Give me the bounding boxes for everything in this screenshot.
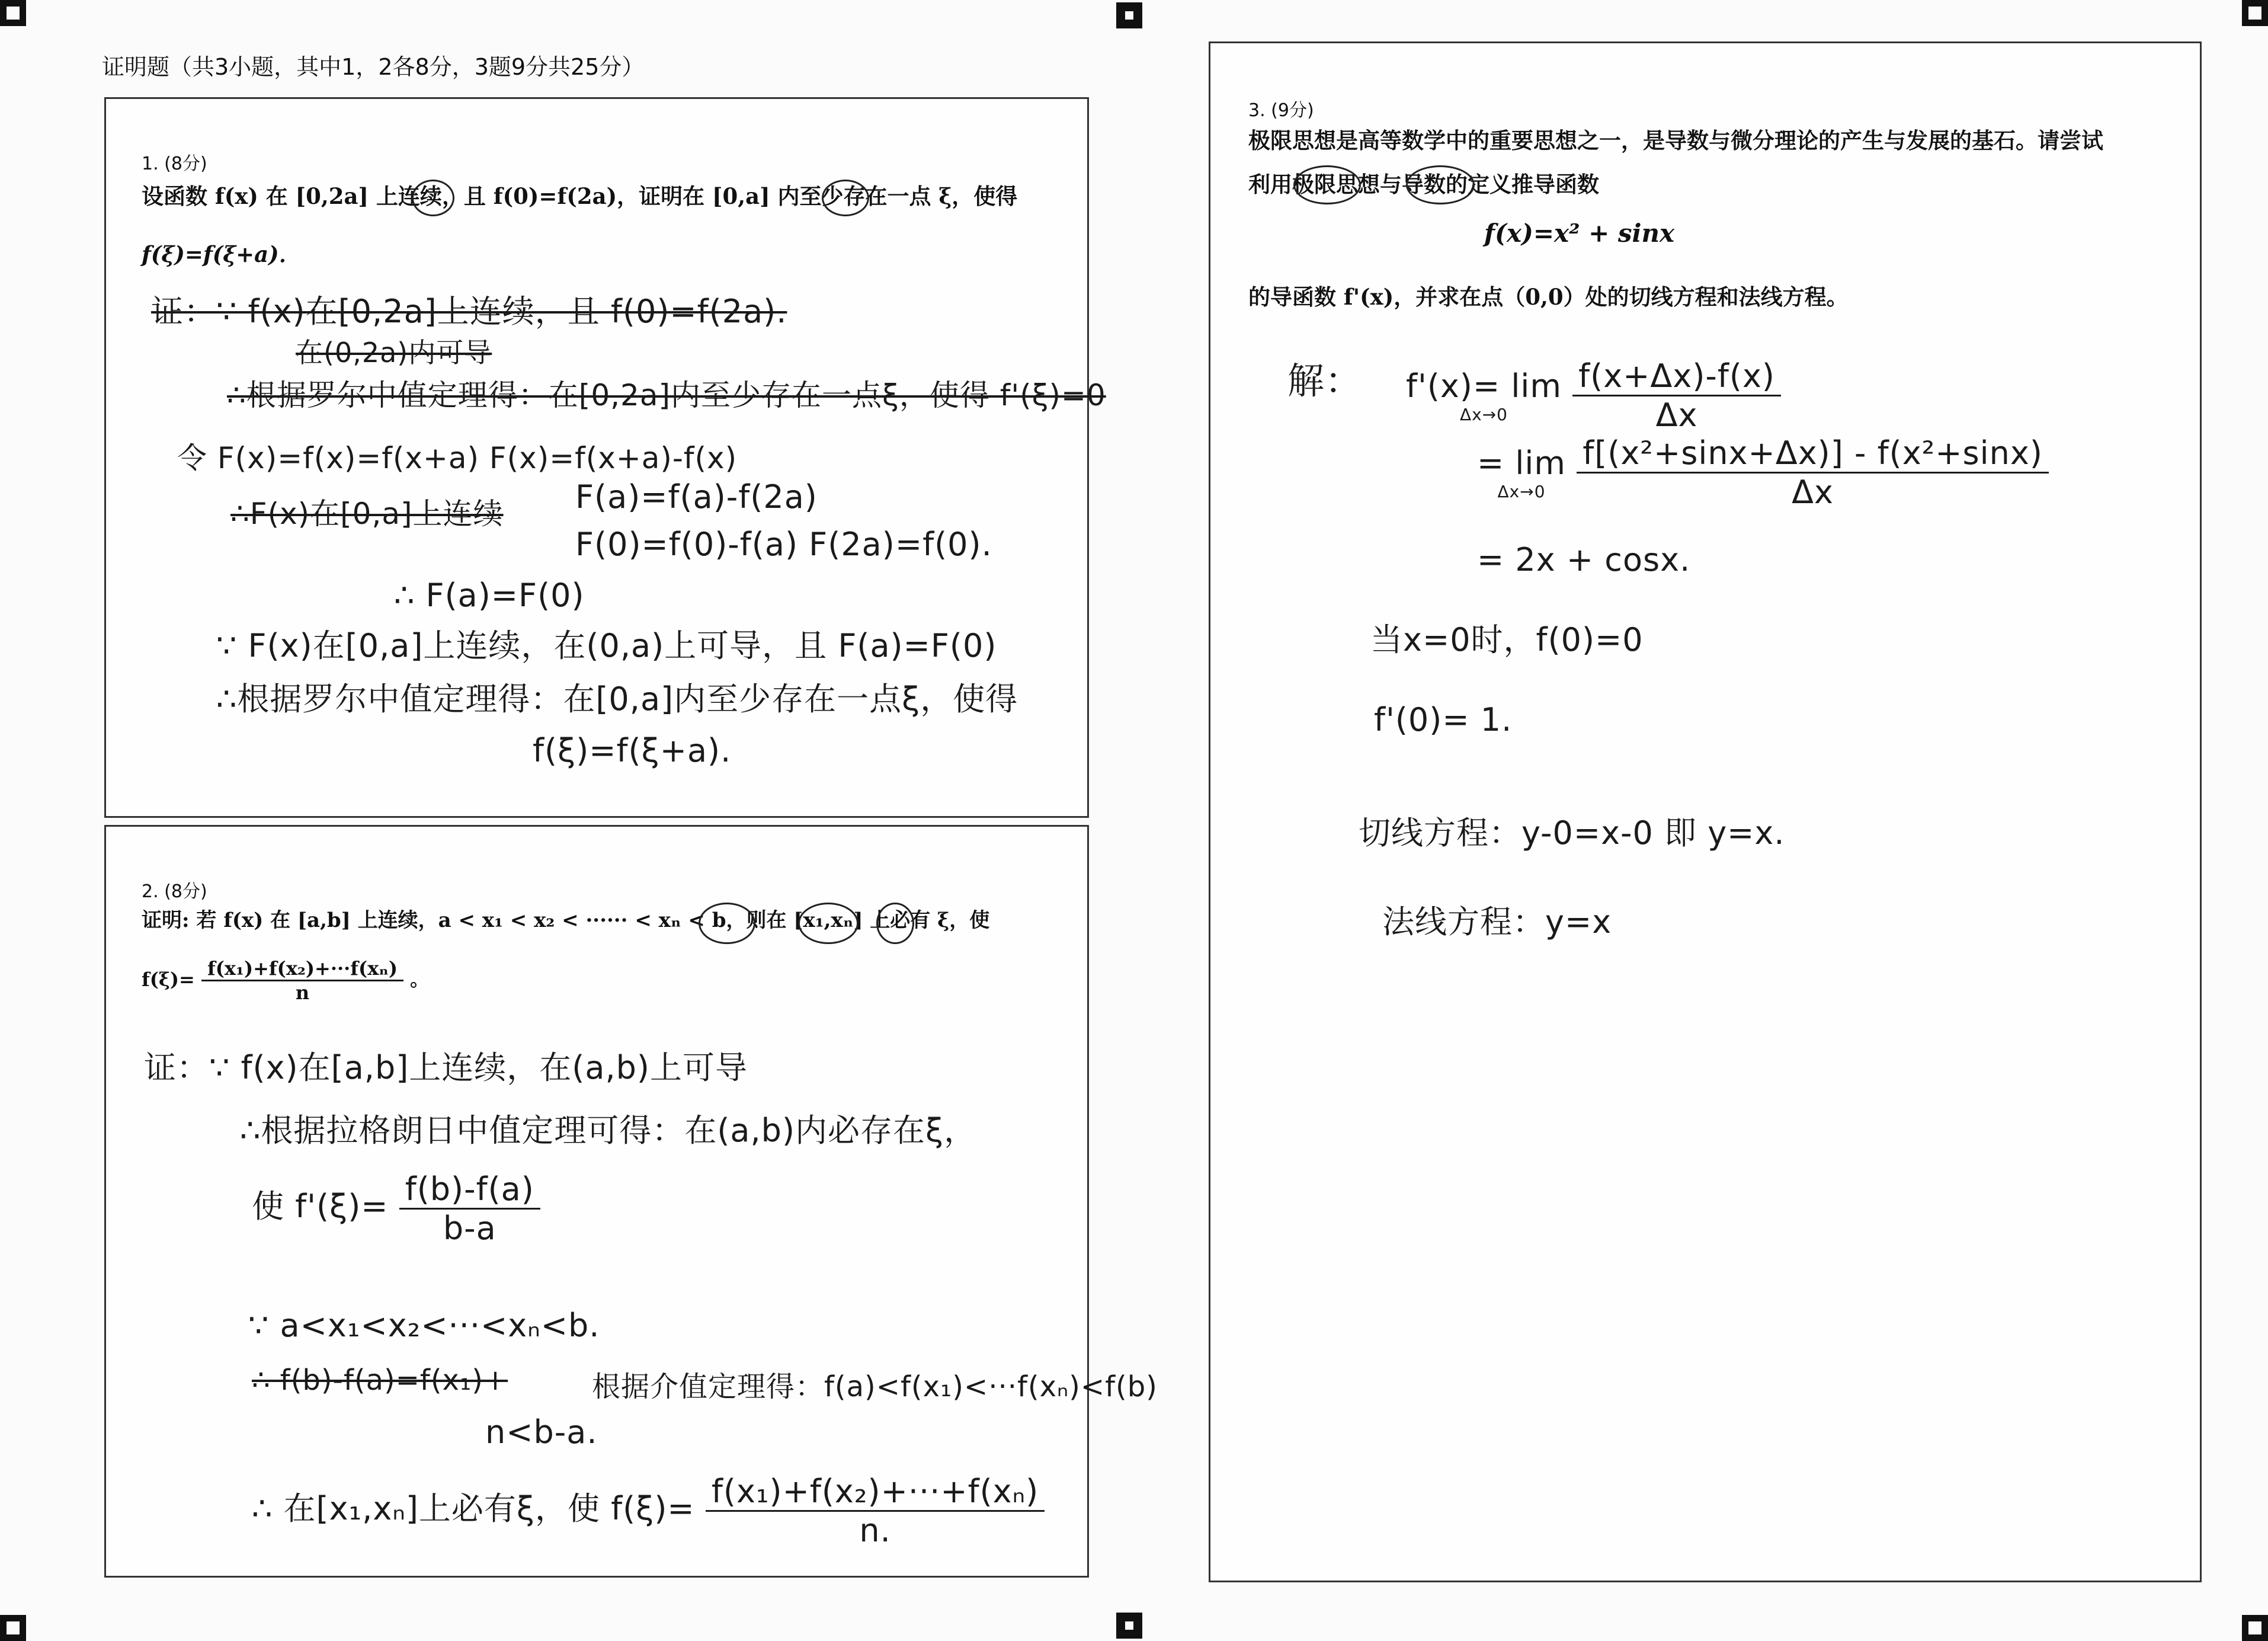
handwritten-circle	[798, 903, 858, 944]
handwritten-circle	[1293, 165, 1361, 204]
answer-2-line-5: ∴ f(b)-f(a)=f(x₁)+	[252, 1364, 508, 1397]
answer-1-line-11: f(ξ)=f(ξ+a).	[533, 732, 732, 769]
answer-1-line-1: 证：∵ f(x)在[0,2a]上连续，且 f(0)=f(2a).	[151, 293, 787, 330]
registration-marker-bottom-center	[1116, 1613, 1142, 1639]
answer-3-solution-label: 解：	[1287, 359, 1363, 402]
handwritten-circle	[876, 903, 914, 944]
answer-3-derivative-line-1: f'(x)= lim Δx→0 $\frac{f(x+\Delta x)-f(x)}{\Delta x}$	[1406, 357, 1781, 434]
answer-1-line-4: 令 F(x)=f(x)=f(x+a) F(x)=f(x+a)-f(x)	[177, 441, 738, 475]
registration-marker-top-right	[2242, 0, 2268, 26]
answer-1-line-6: F(a)=f(a)-f(2a)	[575, 478, 818, 516]
answer-2-line-2: ∴根据拉格朗日中值定理可得：在(a,b)内必存在ξ，	[240, 1112, 977, 1149]
answer-2-line-4: ∵ a<x₁<x₂<···<xₙ<b.	[248, 1307, 600, 1344]
question-2-label: 2. (8分)	[142, 881, 207, 902]
answer-1-line-2: 在(0,2a)内可导	[296, 337, 492, 369]
answer-2-line-3: 使 f'(ξ)= $\frac{f(b)-f(a)}{b-a}$	[252, 1170, 540, 1247]
question-3-text-line-1: 极限思想是高等数学中的重要思想之一，是导数与微分理论的产生与发展的基石。请尝试	[1248, 127, 2103, 153]
answer-1-line-3: ∴根据罗尔中值定理得：在[0,2a]内至少存在一点ξ，使得 f'(ξ)=0	[227, 378, 1106, 412]
handwritten-circle	[412, 180, 454, 216]
answer-2-line-7: n<b-a.	[485, 1413, 598, 1451]
answer-1-line-8: ∴ F(a)=F(0)	[394, 577, 585, 614]
answer-2-line-8: ∴ 在[x₁,xₙ]上必有ξ，使 f(ξ)= $\frac{\text{f(x₁)+f(x₂)+···+f(xₙ)}}{n.}$	[252, 1473, 1045, 1549]
question-3-label: 3. (9分)	[1248, 100, 1314, 121]
question-1-label: 1. (8分)	[142, 153, 207, 174]
question-1-text-line-2: f(ξ)=f(ξ+a)．	[142, 241, 301, 267]
answer-3-normal-line: 法线方程：y=x	[1382, 903, 1612, 941]
question-3-formula: f(x)=x² + sinx	[1484, 219, 1675, 248]
registration-marker-bottom-right	[2242, 1615, 2268, 1641]
answer-3-tangent-line: 切线方程：y-0=x-0 即 y=x.	[1359, 814, 1785, 852]
question-1-text-line-1: 设函数 f(x) 在 [0,2a] 上连续，且 f(0)=f(2a)，证明在 [0,a] 内至少存在一点 ξ，使得	[142, 183, 1018, 209]
question-1-box	[104, 97, 1106, 818]
handwritten-circle	[1406, 165, 1475, 204]
answer-1-line-9: ∵ F(x)在[0,a]上连续，在(0,a)上可导，且 F(a)=F(0)	[216, 627, 997, 664]
question-2-text-line-2: f(ξ)= $\frac{\text{f(x₁)+f(x₂)+···f(xₙ)}}{n}$ 。	[142, 957, 430, 1005]
answer-3-derivative-line-2: = lim Δx→0 $\frac{\text{f[(x²+sinx+Δx)] - f(x²+sinx)}}{\Delta x}$	[1477, 434, 2049, 511]
answer-1-line-7: F(0)=f(0)-f(a) F(2a)=f(0).	[575, 526, 992, 563]
question-3-box	[1209, 41, 2202, 1582]
answer-3-value-at-zero: 当x=0时，f(0)=0	[1370, 621, 1644, 658]
question-2-box	[104, 825, 1158, 1578]
handwritten-circle	[822, 180, 869, 216]
question-3-text-line-3: 的导函数 f'(x)，并求在点（0,0）处的切线方程和法线方程。	[1248, 284, 1849, 310]
answer-1-line-5: ∴F(x)在[0,a]上连续	[230, 497, 504, 531]
registration-marker-top-center	[1116, 2, 1142, 28]
registration-marker-bottom-left	[0, 1615, 26, 1641]
question-2-text-line-1: 证明: 若 f(x) 在 [a,b] 上连续，a < x₁ < x₂ < ······ < xₙ < b，则在 [x₁,xₙ] 上必有 ξ，使	[142, 909, 990, 932]
question-3-text-line-2: 利用极限思想与导数的定义推导函数	[1248, 171, 1599, 197]
answer-3-derivative-result: = 2x + cosx.	[1477, 541, 1691, 578]
registration-marker-top-left	[0, 0, 26, 26]
handwritten-circle	[699, 903, 755, 944]
answer-2-line-1: 证：∵ f(x)在[a,b]上连续，在(a,b)上可导	[144, 1049, 748, 1086]
section-header: 证明题（共3小题，其中1，2各8分，3题9分共25分）	[102, 54, 645, 80]
answer-3-derivative-at-zero: f'(0)= 1.	[1374, 701, 1513, 738]
answer-2-line-6: 根据介值定理得：f(a)<f(x₁)<···f(xₙ)<f(b)	[592, 1370, 1158, 1403]
answer-1-line-10: ∴根据罗尔中值定理得：在[0,a]内至少存在一点ξ，使得	[216, 680, 1018, 718]
